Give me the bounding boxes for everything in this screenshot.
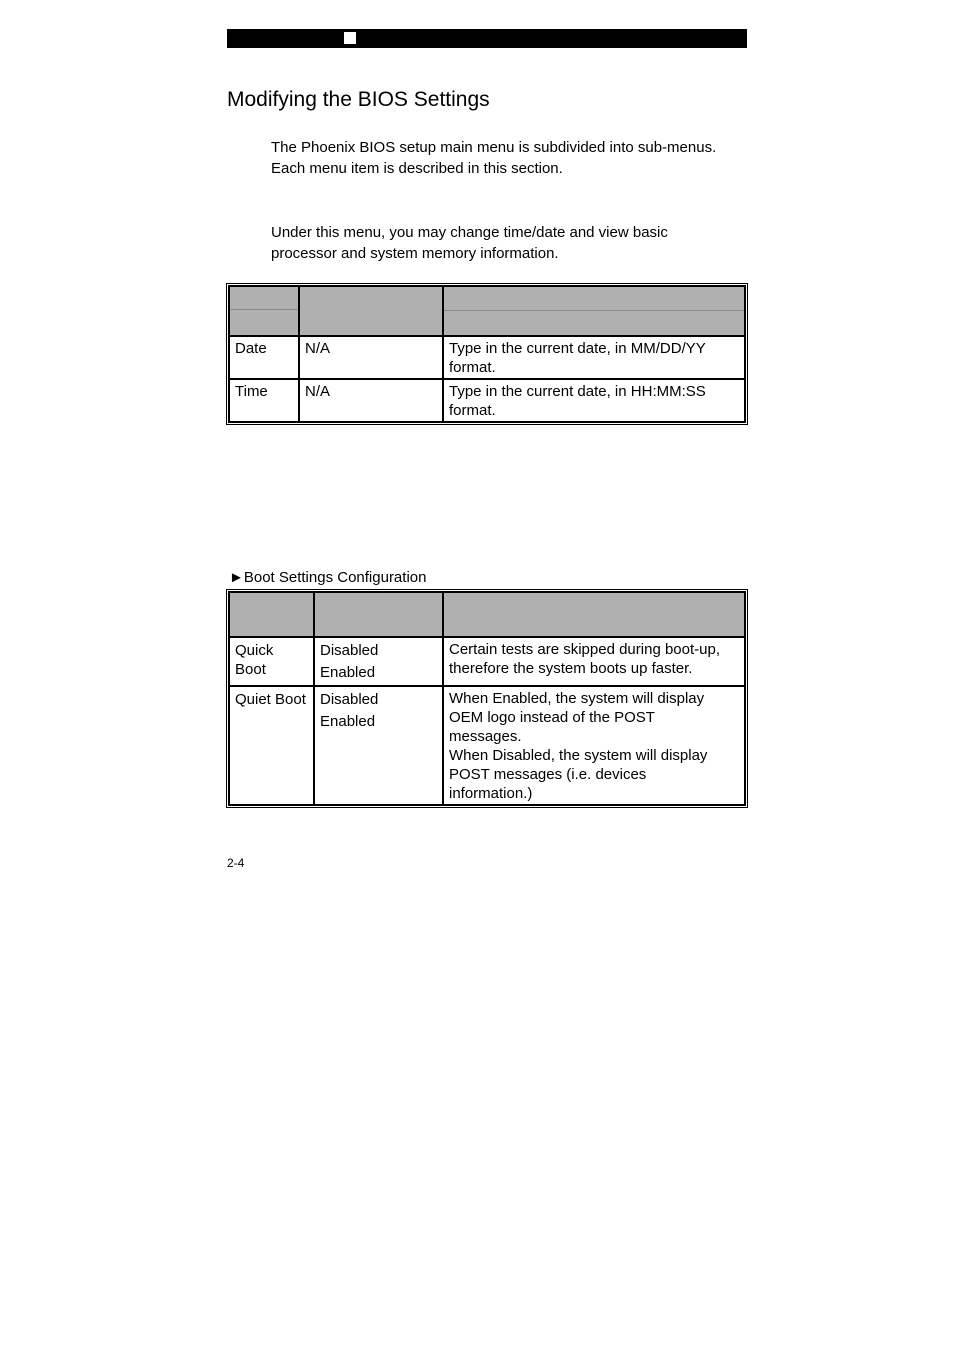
item-cell: Date [229, 336, 299, 379]
header-cell [443, 286, 745, 336]
description-line: format. [449, 359, 496, 376]
item-line: Quiet Boot [235, 691, 306, 708]
description-line: When Disabled, the system will display [449, 747, 708, 764]
header-square-marker [344, 32, 356, 44]
description-line: Certain tests are skipped during boot-up, [449, 641, 720, 658]
header-cell [314, 592, 443, 637]
header-cell [229, 286, 299, 336]
description-cell [443, 637, 745, 686]
boot-settings-table [226, 589, 748, 808]
boot-settings-caption: ►Boot Settings Configuration [229, 569, 427, 586]
description-line: processor and system memory information. [271, 245, 559, 262]
table-header-row [229, 286, 745, 336]
option-cell [314, 686, 443, 805]
description-line: therefore the system boots up faster. [449, 660, 693, 677]
table-row [229, 637, 745, 686]
description-line: OEM logo instead of the POST [449, 709, 655, 726]
description-cell [443, 686, 745, 805]
page-number: 2-4 [227, 856, 245, 870]
option-line: Enabled [320, 713, 376, 730]
header-cell [229, 592, 314, 637]
option-cell: N/A [299, 379, 443, 422]
item-line: Boot [235, 661, 266, 678]
option-line: Disabled [320, 691, 379, 708]
description-line: Type in the current date, in HH:MM:SS [449, 383, 706, 400]
item-cell [229, 686, 314, 805]
main-settings-table [226, 283, 748, 425]
table-header-row [229, 592, 745, 637]
description-line: information.) [449, 785, 533, 802]
description-line: Type in the current date, in MM/DD/YY [449, 340, 706, 357]
description-line: POST messages (i.e. devices [449, 766, 647, 783]
description-line: When Enabled, the system will display [449, 690, 705, 707]
option-cell [314, 637, 443, 686]
description-cell [443, 379, 745, 422]
table-row [229, 686, 745, 805]
option-cell: N/A [299, 336, 443, 379]
description-line: Under this menu, you may change time/date and view basic [271, 224, 668, 241]
option-line: Enabled [320, 664, 376, 681]
header-cell [443, 592, 745, 637]
description-line: format. [449, 402, 496, 419]
intro-paragraph [271, 137, 761, 179]
item-line: Quick [235, 642, 274, 659]
main-menu-description [271, 222, 761, 264]
option-line: Disabled [320, 642, 379, 659]
description-cell [443, 336, 745, 379]
intro-line: Each menu item is described in this section. [271, 160, 563, 177]
header-bar [227, 29, 747, 48]
item-cell [229, 637, 314, 686]
page-title: Modifying the BIOS Settings [227, 88, 490, 111]
item-cell: Time [229, 379, 299, 422]
table-row [229, 379, 745, 422]
intro-line: The Phoenix BIOS setup main menu is subdivided into sub-menus. [271, 139, 717, 156]
description-line: messages. [449, 728, 522, 745]
header-cell [299, 286, 443, 336]
table-row [229, 336, 745, 379]
